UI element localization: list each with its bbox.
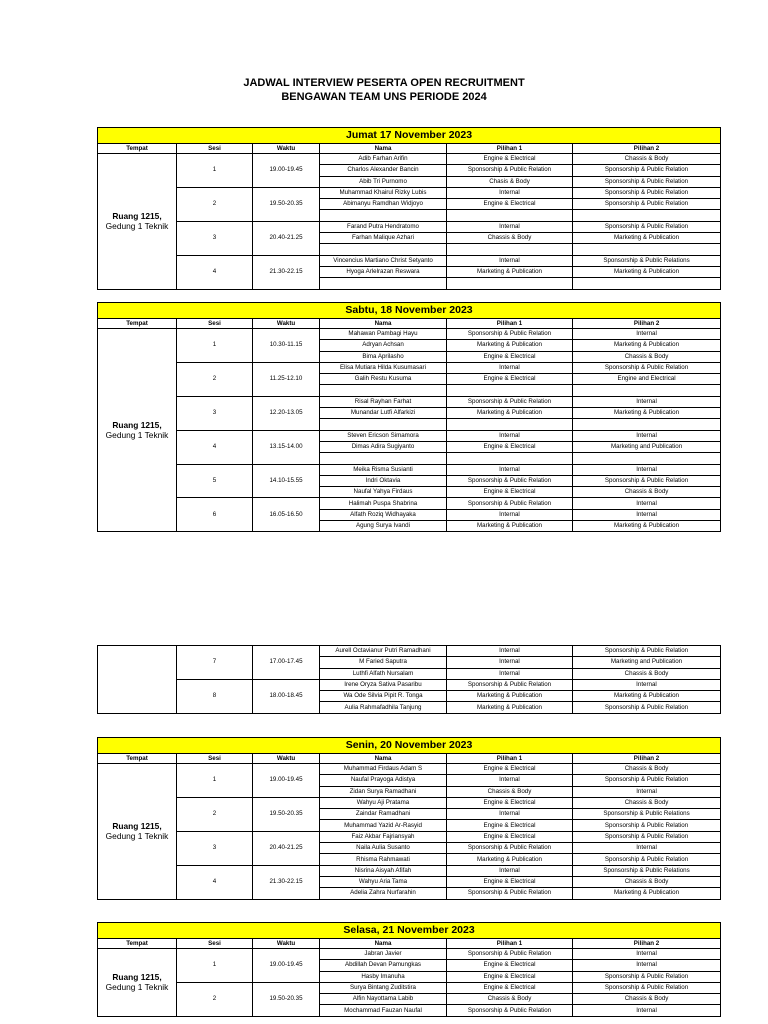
participant-name: Abimanyu Ramdhan Widjoyo	[320, 199, 447, 210]
session-time: 19.00-19.45	[253, 949, 320, 983]
participant-name	[320, 385, 447, 396]
column-header-row	[98, 754, 721, 764]
first-choice: Chassis & Body	[447, 786, 573, 797]
table-row	[98, 764, 721, 775]
first-choice: Engine & Electrical	[447, 487, 573, 498]
first-choice	[447, 385, 573, 396]
column-header-nama: Nama	[320, 754, 447, 764]
table-row	[98, 396, 721, 407]
column-header-pilihan2: Pilihan 2	[573, 144, 721, 154]
session-time: 20.40-21.25	[253, 831, 320, 865]
venue-building: Gedung 1 Teknik	[105, 221, 169, 232]
session-number: 3	[177, 831, 253, 865]
day-title: Selasa, 21 November 2023	[98, 923, 721, 939]
session-time: 14.10-15.55	[253, 464, 320, 498]
participant-name: Alfin Nayottama Labib	[320, 994, 447, 1005]
second-choice: Internal	[573, 960, 721, 971]
column-header-pilihan1: Pilihan 1	[447, 144, 573, 154]
second-choice: Internal	[573, 679, 721, 690]
venue-cell	[98, 329, 177, 532]
column-header-nama: Nama	[320, 939, 447, 949]
participant-name: Aulia Rahmafadhila Tanjung	[320, 702, 447, 713]
first-choice: Marketing & Publication	[447, 691, 573, 702]
day-title-row	[98, 738, 721, 754]
venue-room: Ruang 1215,	[112, 211, 162, 222]
participant-name: Irene Oryza Sativa Pasaribu	[320, 679, 447, 690]
second-choice	[573, 453, 721, 464]
participant-name: Hasby Imanuha	[320, 971, 447, 982]
session-number: 4	[177, 255, 253, 289]
document-title-line2: BENGAWAN TEAM UNS PERIODE 2024	[281, 91, 487, 103]
first-choice: Sponsorship & Public Relation	[447, 165, 573, 176]
venue-room: Ruang 1215,	[112, 972, 162, 983]
first-choice: Engine & Electrical	[447, 820, 573, 831]
schedule-table-sabtu	[97, 302, 721, 532]
first-choice: Internal	[447, 464, 573, 475]
participant-name: Zidan Surya Ramadhani	[320, 786, 447, 797]
first-choice: Sponsorship & Public Relation	[447, 843, 573, 854]
participant-name: Wa Ode Silvia Pipit R. Tonga	[320, 691, 447, 702]
table-row	[98, 154, 721, 165]
second-choice: Internal	[573, 949, 721, 960]
session-number: 4	[177, 865, 253, 899]
session-time: 17.00-17.45	[253, 646, 320, 680]
participant-name	[320, 453, 447, 464]
column-header-waktu: Waktu	[253, 754, 320, 764]
column-header-pilihan1: Pilihan 1	[447, 939, 573, 949]
second-choice: Marketing & Publication	[573, 691, 721, 702]
schedule-table-sabtu-continued	[97, 645, 721, 714]
table-row	[98, 187, 721, 198]
participant-name: Jabran Javier	[320, 949, 447, 960]
table-row	[98, 362, 721, 373]
second-choice	[573, 210, 721, 221]
second-choice: Chassis & Body	[573, 351, 721, 362]
second-choice: Marketing & Publication	[573, 266, 721, 277]
participant-name: Zaindar Ramadhani	[320, 809, 447, 820]
participant-name: Faiz Akbar Fajriansyah	[320, 831, 447, 842]
table-row	[98, 865, 721, 876]
second-choice: Marketing & Publication	[573, 521, 721, 532]
first-choice: Engine & Electrical	[447, 199, 573, 210]
second-choice: Internal	[573, 329, 721, 340]
participant-name: Luthfi Alfath Nursalam	[320, 668, 447, 679]
participant-name: Muhammad Yazid Ar-Rasyid	[320, 820, 447, 831]
second-choice: Sponsorship & Public Relations	[573, 865, 721, 876]
table-row	[98, 949, 721, 960]
participant-name: Farhan Malique Azhari	[320, 233, 447, 244]
session-time: 19.00-19.45	[253, 154, 320, 188]
session-time: 19.50-20.35	[253, 797, 320, 831]
first-choice: Internal	[447, 809, 573, 820]
schedule-table-selasa	[97, 922, 721, 1017]
first-choice: Engine & Electrical	[447, 441, 573, 452]
second-choice: Sponsorship & Public Relation	[573, 646, 721, 657]
second-choice: Marketing and Publication	[573, 657, 721, 668]
session-time: 18.00-18.45	[253, 679, 320, 713]
table-row	[98, 982, 721, 993]
session-time: 21.30-22.15	[253, 255, 320, 289]
second-choice: Internal	[573, 498, 721, 509]
second-choice: Chassis & Body	[573, 994, 721, 1005]
first-choice: Marketing & Publication	[447, 702, 573, 713]
participant-name	[320, 210, 447, 221]
first-choice: Chasis & Body	[447, 176, 573, 187]
table-row	[98, 646, 721, 657]
participant-name: Risal Rayhan Farhat	[320, 396, 447, 407]
first-choice: Internal	[447, 362, 573, 373]
session-number: 3	[177, 221, 253, 255]
column-header-pilihan2: Pilihan 2	[573, 319, 721, 329]
participant-name: Adib Farhan Arifin	[320, 154, 447, 165]
first-choice	[447, 419, 573, 430]
second-choice	[573, 385, 721, 396]
first-choice: Internal	[447, 775, 573, 786]
session-number: 2	[177, 362, 253, 396]
first-choice: Marketing & Publication	[447, 854, 573, 865]
second-choice: Chassis & Body	[573, 764, 721, 775]
participant-name: Naufal Prayoga Adistya	[320, 775, 447, 786]
table-row	[98, 797, 721, 808]
second-choice: Internal	[573, 509, 721, 520]
first-choice: Engine & Electrical	[447, 971, 573, 982]
participant-name: Mochammad Fauzan Naufal	[320, 1005, 447, 1016]
second-choice: Marketing & Publication	[573, 888, 721, 899]
session-number: 2	[177, 797, 253, 831]
first-choice: Sponsorship & Public Relation	[447, 329, 573, 340]
first-choice: Internal	[447, 187, 573, 198]
session-time: 19.50-20.35	[253, 982, 320, 1016]
column-header-tempat: Tempat	[98, 939, 177, 949]
first-choice: Engine & Electrical	[447, 797, 573, 808]
column-header-waktu: Waktu	[253, 319, 320, 329]
participant-name: M Faried Saputra	[320, 657, 447, 668]
column-header-pilihan1: Pilihan 1	[447, 319, 573, 329]
column-header-tempat: Tempat	[98, 319, 177, 329]
second-choice: Marketing & Publication	[573, 233, 721, 244]
session-number: 1	[177, 329, 253, 363]
second-choice: Sponsorship & Public Relation	[573, 199, 721, 210]
day-title-row	[98, 128, 721, 144]
participant-name: Indri Oktavia	[320, 475, 447, 486]
participant-name: Muhammad Khairul Rizky Lubis	[320, 187, 447, 198]
session-number: 5	[177, 464, 253, 498]
participant-name: Elisa Mutiara Hilda Kusumasari	[320, 362, 447, 373]
schedule-table-jumat	[97, 127, 721, 290]
session-time: 10.30-11.15	[253, 329, 320, 363]
session-time: 20.40-21.25	[253, 221, 320, 255]
session-time: 12.20-13.05	[253, 396, 320, 430]
second-choice	[573, 244, 721, 255]
table-row	[98, 430, 721, 441]
second-choice: Sponsorship & Public Relation	[573, 702, 721, 713]
participant-name: Bima Aprilasho	[320, 351, 447, 362]
session-time: 21.30-22.15	[253, 865, 320, 899]
column-header-nama: Nama	[320, 319, 447, 329]
column-header-nama: Nama	[320, 144, 447, 154]
first-choice: Chassis & Body	[447, 233, 573, 244]
second-choice: Chassis & Body	[573, 154, 721, 165]
table-row	[98, 831, 721, 842]
column-header-pilihan2: Pilihan 2	[573, 939, 721, 949]
participant-name: Hyoga Arlelrazan Reswara	[320, 266, 447, 277]
session-number: 3	[177, 396, 253, 430]
column-header-sesi: Sesi	[177, 754, 253, 764]
second-choice: Sponsorship & Public Relation	[573, 775, 721, 786]
participant-name: Dimas Adira Sugiyanto	[320, 441, 447, 452]
session-number: 2	[177, 187, 253, 221]
first-choice: Sponsorship & Public Relation	[447, 1005, 573, 1016]
participant-name: Galih Restu Kusuma	[320, 374, 447, 385]
day-title: Sabtu, 18 November 2023	[98, 303, 721, 319]
participant-name: Naila Aulia Susanto	[320, 843, 447, 854]
table-row	[98, 679, 721, 690]
table-row	[98, 329, 721, 340]
table-row	[98, 464, 721, 475]
schedule-table-senin	[97, 737, 721, 900]
participant-name: Vincencius Martiano Christ Setyanto	[320, 255, 447, 266]
participant-name: Muhammad Firdaus Adam S	[320, 764, 447, 775]
column-header-row	[98, 319, 721, 329]
first-choice: Sponsorship & Public Relation	[447, 679, 573, 690]
participant-name: Mahawan Pambagi Hayu	[320, 329, 447, 340]
day-title: Senin, 20 November 2023	[98, 738, 721, 754]
first-choice: Engine & Electrical	[447, 831, 573, 842]
participant-name: Surya Bintang Zuditstira	[320, 982, 447, 993]
first-choice: Engine & Electrical	[447, 960, 573, 971]
participant-name: Alfath Roziq Widhayaka	[320, 509, 447, 520]
column-header-tempat: Tempat	[98, 144, 177, 154]
first-choice: Engine & Electrical	[447, 876, 573, 887]
first-choice: Marketing & Publication	[447, 340, 573, 351]
first-choice	[447, 244, 573, 255]
second-choice: Sponsorship & Public Relation	[573, 971, 721, 982]
first-choice: Sponsorship & Public Relation	[447, 949, 573, 960]
document-title-line1: JADWAL INTERVIEW PESERTA OPEN RECRUITMENT	[243, 77, 525, 89]
second-choice: Sponsorship & Public Relation	[573, 165, 721, 176]
second-choice: Sponsorship & Public Relation	[573, 475, 721, 486]
session-number: 8	[177, 679, 253, 713]
venue-cell	[98, 646, 177, 714]
column-header-waktu: Waktu	[253, 939, 320, 949]
session-number: 2	[177, 982, 253, 1016]
second-choice: Marketing & Publication	[573, 340, 721, 351]
session-number: 6	[177, 498, 253, 532]
participant-name: Halimah Puspa Shabrina	[320, 498, 447, 509]
first-choice: Internal	[447, 221, 573, 232]
column-header-tempat: Tempat	[98, 754, 177, 764]
second-choice: Internal	[573, 1005, 721, 1016]
first-choice: Chassis & Body	[447, 994, 573, 1005]
session-number: 1	[177, 949, 253, 983]
first-choice: Engine & Electrical	[447, 351, 573, 362]
second-choice: Sponsorship & Public Relation	[573, 187, 721, 198]
first-choice: Engine & Electrical	[447, 154, 573, 165]
first-choice: Internal	[447, 509, 573, 520]
day-title-row	[98, 303, 721, 319]
first-choice	[447, 453, 573, 464]
second-choice: Sponsorship & Public Relation	[573, 854, 721, 865]
venue-building: Gedung 1 Teknik	[105, 831, 169, 842]
participant-name: Steven Ericson Simamora	[320, 430, 447, 441]
participant-name: Adryan Achsan	[320, 340, 447, 351]
participant-name	[320, 244, 447, 255]
venue-cell	[98, 764, 177, 900]
second-choice: Sponsorship & Public Relation	[573, 221, 721, 232]
column-header-row	[98, 144, 721, 154]
venue-building: Gedung 1 Teknik	[105, 982, 169, 993]
participant-name: Naufal Yahya Firdaus	[320, 487, 447, 498]
second-choice: Chassis & Body	[573, 668, 721, 679]
second-choice	[573, 419, 721, 430]
table-row	[98, 221, 721, 232]
first-choice	[447, 278, 573, 289]
venue-room: Ruang 1215,	[112, 420, 162, 431]
second-choice: Sponsorship & Public Relation	[573, 820, 721, 831]
first-choice: Internal	[447, 646, 573, 657]
second-choice: Marketing & Publication	[573, 408, 721, 419]
day-title: Jumat 17 November 2023	[98, 128, 721, 144]
participant-name: Charlos Alexander Bancin	[320, 165, 447, 176]
session-time: 11.25-12.10	[253, 362, 320, 396]
second-choice: Sponsorship & Public Relation	[573, 176, 721, 187]
first-choice: Marketing & Publication	[447, 266, 573, 277]
day-title-row	[98, 923, 721, 939]
first-choice: Sponsorship & Public Relation	[447, 475, 573, 486]
second-choice: Internal	[573, 396, 721, 407]
column-header-waktu: Waktu	[253, 144, 320, 154]
participant-name: Nisrina Aisyah Afifah	[320, 865, 447, 876]
participant-name: Abib Tri Purnomo	[320, 176, 447, 187]
second-choice: Sponsorship & Public Relation	[573, 831, 721, 842]
second-choice: Chassis & Body	[573, 487, 721, 498]
participant-name: Meika Risma Susianti	[320, 464, 447, 475]
second-choice: Internal	[573, 843, 721, 854]
session-number: 1	[177, 154, 253, 188]
session-number: 7	[177, 646, 253, 680]
participant-name: Wahyu Aria Tama	[320, 876, 447, 887]
participant-name: Munandar Lutfi Alfarkizi	[320, 408, 447, 419]
first-choice: Sponsorship & Public Relation	[447, 396, 573, 407]
column-header-row	[98, 939, 721, 949]
first-choice: Internal	[447, 865, 573, 876]
venue-building: Gedung 1 Teknik	[105, 430, 169, 441]
table-row	[98, 255, 721, 266]
session-time: 16.05-16.50	[253, 498, 320, 532]
participant-name	[320, 419, 447, 430]
first-choice: Sponsorship & Public Relation	[447, 498, 573, 509]
venue-cell	[98, 949, 177, 1017]
session-time: 19.00-19.45	[253, 764, 320, 798]
second-choice: Sponsorship & Public Relations	[573, 255, 721, 266]
participant-name: Adelia Zahra Nurfarahin	[320, 888, 447, 899]
participant-name	[320, 278, 447, 289]
first-choice: Marketing & Publication	[447, 521, 573, 532]
second-choice: Marketing and Publication	[573, 441, 721, 452]
session-time: 13.15-14.00	[253, 430, 320, 464]
column-header-sesi: Sesi	[177, 144, 253, 154]
second-choice: Chassis & Body	[573, 797, 721, 808]
table-row	[98, 498, 721, 509]
second-choice: Sponsorship & Public Relation	[573, 982, 721, 993]
first-choice: Sponsorship & Public Relation	[447, 888, 573, 899]
column-header-pilihan1: Pilihan 1	[447, 754, 573, 764]
first-choice: Engine & Electrical	[447, 374, 573, 385]
first-choice: Internal	[447, 668, 573, 679]
second-choice: Engine and Electrical	[573, 374, 721, 385]
participant-name: Abdillah Devan Pamungkas	[320, 960, 447, 971]
second-choice	[573, 278, 721, 289]
column-header-sesi: Sesi	[177, 319, 253, 329]
participant-name: Aurell Octavianur Putri Ramadhani	[320, 646, 447, 657]
first-choice: Engine & Electrical	[447, 764, 573, 775]
second-choice: Chassis & Body	[573, 876, 721, 887]
second-choice: Sponsorship & Public Relation	[573, 362, 721, 373]
participant-name: Wahyu Aji Pratama	[320, 797, 447, 808]
first-choice: Internal	[447, 430, 573, 441]
column-header-pilihan2: Pilihan 2	[573, 754, 721, 764]
venue-room: Ruang 1215,	[112, 821, 162, 832]
first-choice	[447, 210, 573, 221]
participant-name: Agung Surya Ivandi	[320, 521, 447, 532]
second-choice: Internal	[573, 430, 721, 441]
first-choice: Engine & Electrical	[447, 982, 573, 993]
participant-name: Farand Putra Hendratomo	[320, 221, 447, 232]
first-choice: Internal	[447, 657, 573, 668]
participant-name: Rhisma Rahmawati	[320, 854, 447, 865]
first-choice: Marketing & Publication	[447, 408, 573, 419]
column-header-sesi: Sesi	[177, 939, 253, 949]
second-choice: Internal	[573, 464, 721, 475]
venue-cell	[98, 154, 177, 290]
second-choice: Sponsorship & Public Relations	[573, 809, 721, 820]
session-number: 4	[177, 430, 253, 464]
session-time: 19.50-20.35	[253, 187, 320, 221]
first-choice: Internal	[447, 255, 573, 266]
second-choice: Internal	[573, 786, 721, 797]
session-number: 1	[177, 764, 253, 798]
